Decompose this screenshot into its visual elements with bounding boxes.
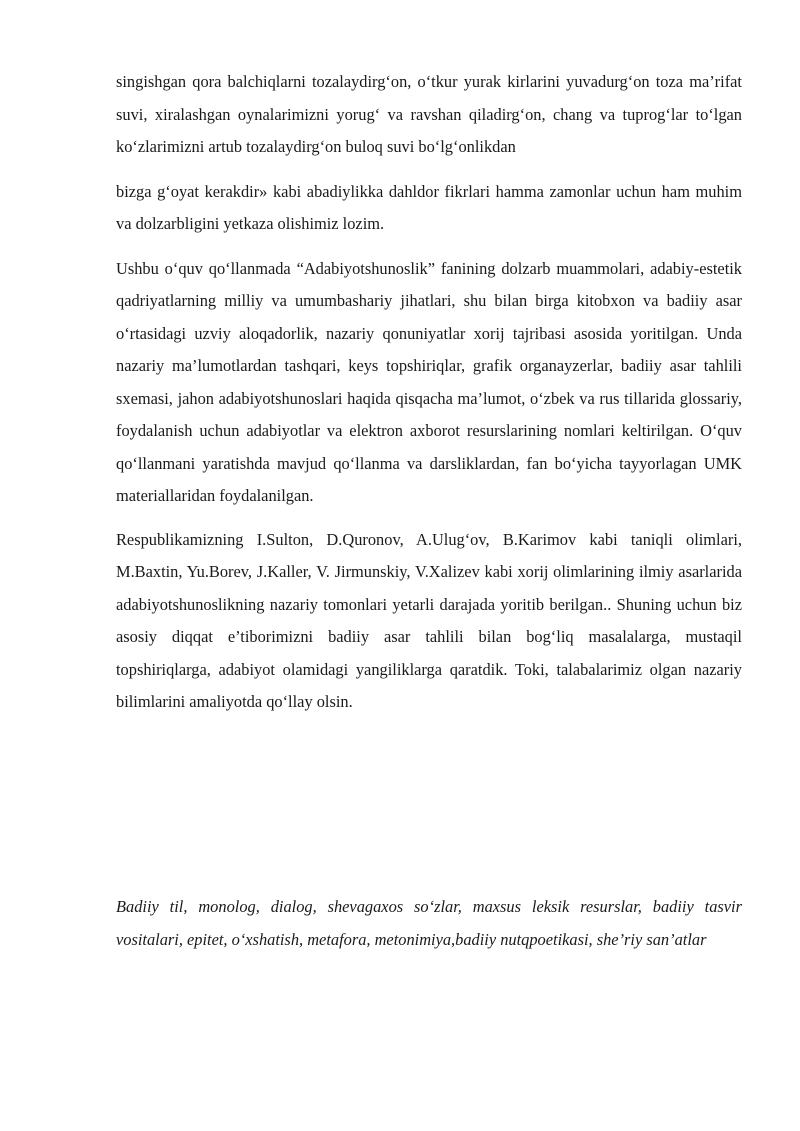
- paragraph-2: bizga g‘oyat kerakdir» kabi abadiylikka dahldor fikrlari hamma zamonlar uchun ham muhim va dolzarbligini yetkaza olishimiz lozim.: [116, 181, 742, 233]
- paragraph-4: Respublikamizning I.Sulton, D.Quronov, A.Ulug‘ov, B.Karimov kabi taniqli olimlari, M.Baxtin, Yu.Borev, J.Kaller, V. Jirmunskiy, V.Xalizev kabi xorij olimlarining ilmiy asarlarida adabiyotshunoslikning nazariy tomonlari yetarli darajada yoritib berilgan.. Shuning uchun biz asosiy diqqat e’tiborimizni badiiy asar tahlili bilan bog‘liq masalalarga, mustaqil topshiriqlarga, adabiyot olamidagi yangiliklarga qaratdik. Toki, talabalarimiz olgan nazariy bilimlarini amaliyotda qo‘llay olsin.: [116, 529, 742, 711]
- paragraph-3: Ushbu o‘quv qo‘llanmada “Adabiyotshunoslik” fanining dolzarb muammolari, adabiy-estetik qadriyatlarning milliy va umumbashariy jihatlari, shu bilan birga kitobxon va badiiy asar o‘rtasidagi uzviy aloqadorlik, nazariy qonuniyatlar xorij tajribasi asosida yoritilgan. Unda nazariy ma’lumotlardan tashqari, keys topshiriqlar, grafik organayzerlar, badiiy asar tahlili sxemasi, jahon adabiyotshunoslari haqida qisqacha ma’lumot, o‘zbek va rus tillarida glossariy, foydalanish uchun adabiyotlar va elektron axborot resurslarining nomlari keltirilgan. O‘quv qo‘llanmani yaratishda mavjud qo‘llanma va darsliklardan, fan bo‘yicha tayyorlagan UMK materiallaridan foydalanilgan.: [116, 258, 742, 505]
- keywords-text: Badiiy til, monolog, dialog, shevagaxos so‘zlar, maxsus leksik resurslar, badiiy tasvir vositalari, epitet, o‘xshatish, metafora, metonimiya,badiiy nutqpoetikasi, she’riy san’atlar: [116, 897, 742, 949]
- paragraph-1: singishgan qora balchiqlarni tozalaydirg‘on, o‘tkur yurak kirlarini yuvadurg‘on toza ma’rifat suvi, xiralashgan oynalarimizni yorug‘ va ravshan qiladirg‘on, chang va tuprog‘lar to‘lgan ko‘zlarimizni artub tozalaydirg‘on buloq suvi bo‘lg‘onlikdan: [116, 72, 742, 156]
- document-body: [116, 66, 742, 719]
